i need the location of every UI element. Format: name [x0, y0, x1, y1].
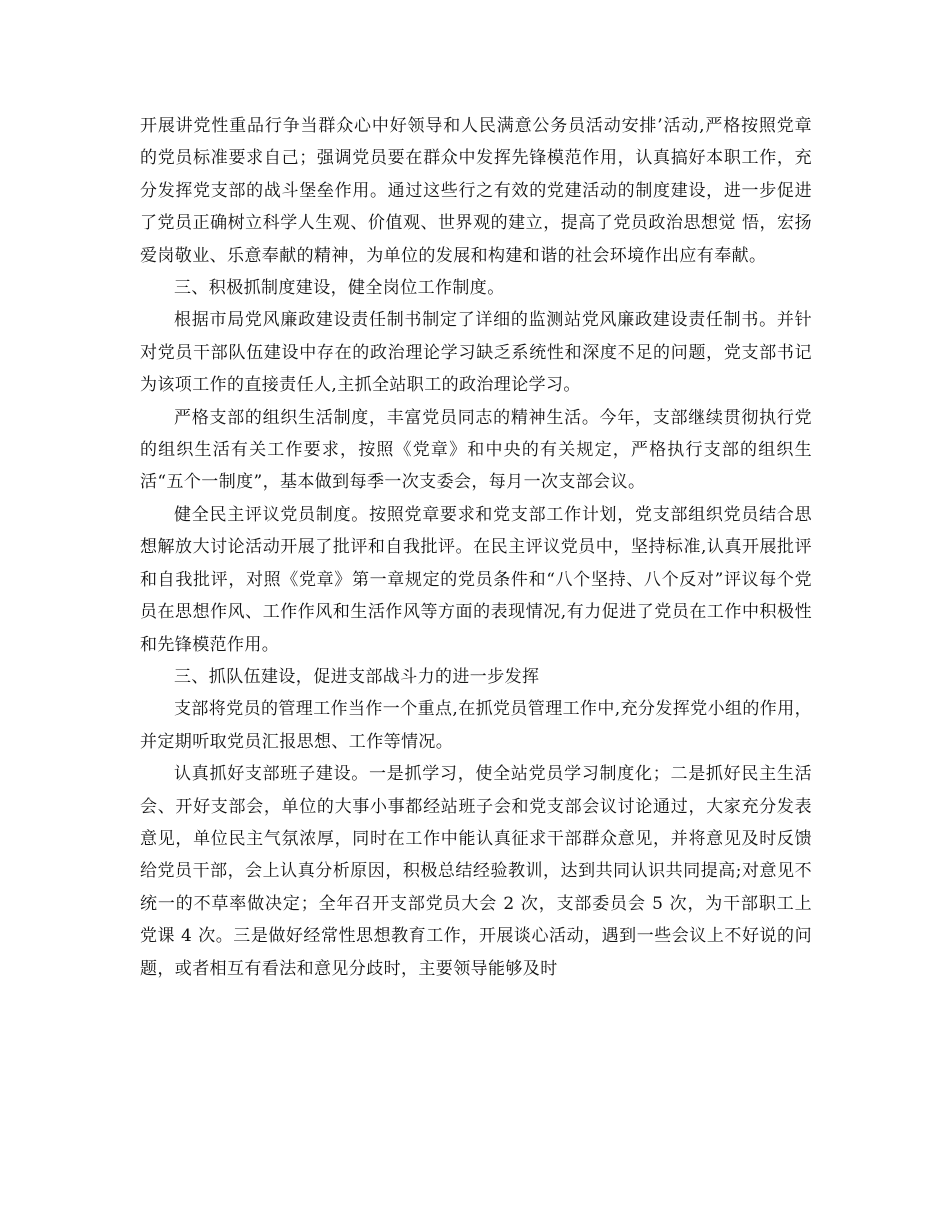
- section-heading-team-building: 三、抓队伍建设，促进支部战斗力的进一步发挥: [174, 666, 540, 687]
- document-page: [140, 110, 812, 985]
- paragraph-continuation: 开展讲党性重品行争当群众心中好领导和人民满意公务员活动安排’活动,严格按照党章的党员标准要求自己；强调党员要在群众中发挥先锋模范作用，认真搞好本职工作，充分发挥党支部的战斗堡垒作用。通过这些行之有效的党建活动的制度建设，进一步促进了党员正确树立科学人生观、价值观、世界观的建立，提高了党员政治思想觉 悟，宏扬爱岗敬业、乐意奉献的精神，为单位的发展和构建和谐的社会环境作出应有奉献。: [140, 116, 812, 266]
- paragraph-leadership-building: 认真抓好支部班子建设。一是抓学习，使全站党员学习制度化；二是抓好民主生活会、开好支部会，单位的大事小事都经站班子会和党支部会议讨论通过，大家充分发表意见，单位民主气氛浓厚，同时在工作中能认真征求干部群众意见，并将意见及时反馈给党员干部，会上认真分析原因，积极总结经验教训，达到共同认识共同提高;对意见不统一的不草率做决定；全年召开支部党员大会 2 次，支部委员会 5 次，为干部职工上党课 4 次。三是做好经常性思想教育工作，开展谈心活动，遇到一些会议上不好说的问题，或者相互有看法和意见分歧时，主要领导能够及时: [140, 764, 812, 979]
- paragraph-democratic-evaluation: 健全民主评议党员制度。按照党章要求和党支部工作计划，党支部组织党员结合思想解放大讨论活动开展了批评和自我批评。在民主评议党员中，坚持标准,认真开展批评和自我批评，对照《党章》第一章规定的党员条件和“八个坚持、八个反对”评议每个党员在思想作风、工作作风和生活作风等方面的表现情况,有力促进了党员在工作中积极性和先锋模范作用。: [140, 504, 812, 655]
- section-heading-system-building: 三、积极抓制度建设，健全岗位工作制度。: [174, 278, 505, 299]
- paragraph-member-management: 支部将党员的管理工作当作一个重点,在抓党员管理工作中,充分发挥党小组的作用，并定期听取党员汇报思想、工作等情况。: [140, 699, 813, 752]
- paragraph-responsibility-system: 根据市局党风廉政建设责任制书制定了详细的监测站党风廉政建设责任制书。并针对党员干部队伍建设中存在的政治理论学习缺乏系统性和深度不足的问题，党支部书记为该项工作的直接责任人,主抓全站职工的政治理论学习。: [140, 310, 812, 396]
- paragraph-organizational-life: 严格支部的组织生活制度，丰富党员同志的精神生活。今年，支部继续贯彻执行党的组织生活有关工作要求，按照《党章》和中央的有关规定，严格执行支部的组织生活“五个一制度”，基本做到每季一次支委会，每月一次支部会议。: [140, 407, 812, 493]
